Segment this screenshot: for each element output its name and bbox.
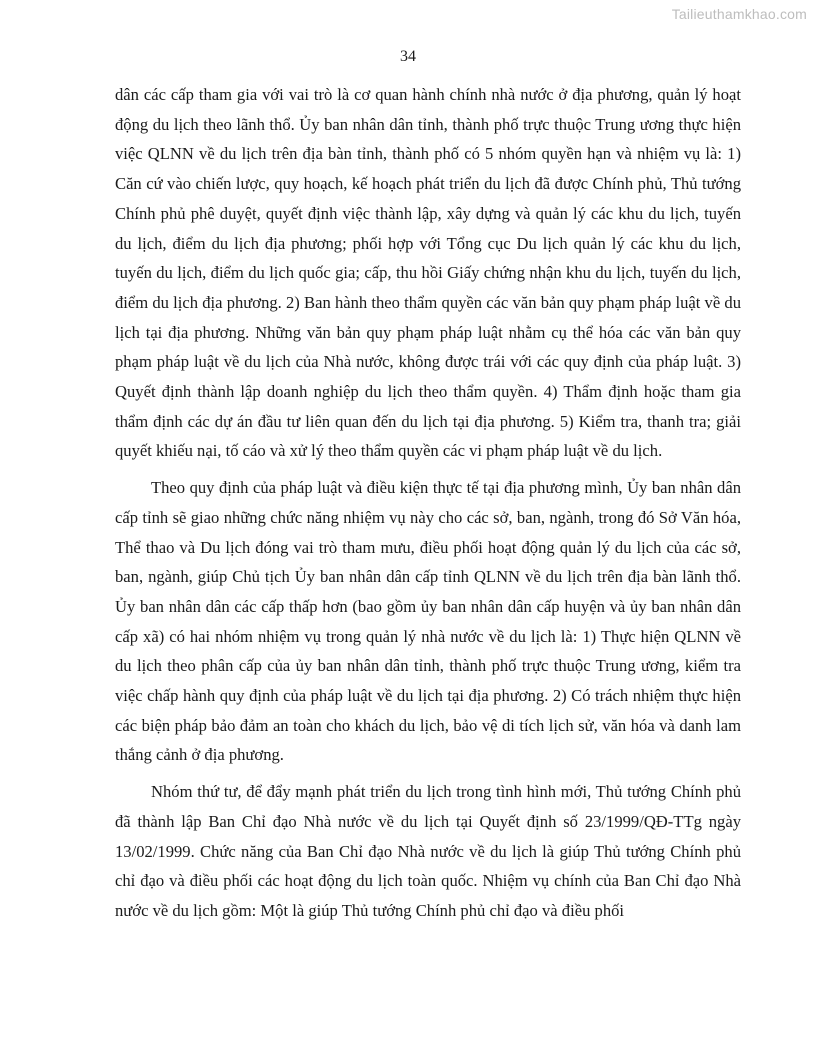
page-number: 34 [400,48,416,65]
paragraph-3: Nhóm thứ tư, để đẩy mạnh phát triển du lịch trong tình hình mới, Thủ tướng Chính phủ đã thành lập Ban Chỉ đạo Nhà nước về du lịch tại Quyết định số 23/1999/QĐ-TTg ngày 13/02/1999. Chức năng của Ban Chỉ đạo Nhà nước về du lịch là giúp Thủ tướng Chính phủ chỉ đạo và điều phối các hoạt động du lịch toàn quốc. Nhiệm vụ chính của Ban Chỉ đạo Nhà nước về du lịch gồm: Một là giúp Thủ tướng Chính phủ chỉ đạo và điều phối [115,782,741,920]
document-body [115,80,741,933]
paragraph-1: dân các cấp tham gia với vai trò là cơ quan hành chính nhà nước ở địa phương, quản lý hoạt động du lịch theo lãnh thổ. Ủy ban nhân dân tỉnh, thành phố trực thuộc Trung ương thực hiện việc QLNN về du lịch trên địa bàn tỉnh, thành phố có 5 nhóm quyền hạn và nhiệm vụ là: 1) Căn cứ vào chiến lược, quy hoạch, kế hoạch phát triển du lịch đã được Chính phủ, Thủ tướng Chính phủ phê duyệt, quyết định việc thành lập, xây dựng và quản lý các khu du lịch, tuyến du lịch, điểm du lịch địa phương; phối hợp với Tổng cục Du lịch quản lý các khu du lịch, tuyến du lịch, điểm du lịch quốc gia; cấp, thu hồi Giấy chứng nhận khu du lịch, tuyến du lịch, điểm du lịch địa phương. 2) Ban hành theo thẩm quyền các văn bản quy phạm pháp luật về du lịch tại địa phương. Những văn bản quy phạm pháp luật nhằm cụ thể hóa các văn bản quy phạm pháp luật về du lịch của Nhà nước, không được trái với các quy định của pháp luật. 3) Quyết định thành lập doanh nghiệp du lịch theo thẩm quyền. 4) Thẩm định hoặc tham gia thẩm định các dự án đầu tư liên quan đến du lịch tại địa phương. 5) Kiểm tra, thanh tra; giải quyết khiếu nại, tố cáo và xử lý theo thẩm quyền các vi phạm pháp luật về du lịch. [115,85,741,461]
watermark: Tailieuthamkhao.com [671,6,807,22]
paragraph-2: Theo quy định của pháp luật và điều kiện thực tế tại địa phương mình, Ủy ban nhân dân cấp tỉnh sẽ giao những chức năng nhiệm vụ này cho các sở, ban, ngành, trong đó Sở Văn hóa, Thể thao và Du lịch đóng vai trò tham mưu, điều phối hoạt động quản lý du lịch của các sở, ban, ngành, giúp Chủ tịch Ủy ban nhân dân cấp tỉnh QLNN về du lịch trên địa bàn lãnh thổ. Ủy ban nhân dân các cấp thấp hơn (bao gồm ủy ban nhân dân cấp huyện và ủy ban nhân dân cấp xã) có hai nhóm nhiệm vụ trong quản lý nhà nước về du lịch là: 1) Thực hiện QLNN về du lịch theo phân cấp của ủy ban nhân dân tỉnh, thành phố trực thuộc Trung ương, kiểm tra việc chấp hành quy định của pháp luật về du lịch tại địa phương. 2) Có trách nhiệm thực hiện các biện pháp bảo đảm an toàn cho khách du lịch, bảo vệ di tích lịch sử, văn hóa và danh lam thắng cảnh ở địa phương. [115,478,741,765]
